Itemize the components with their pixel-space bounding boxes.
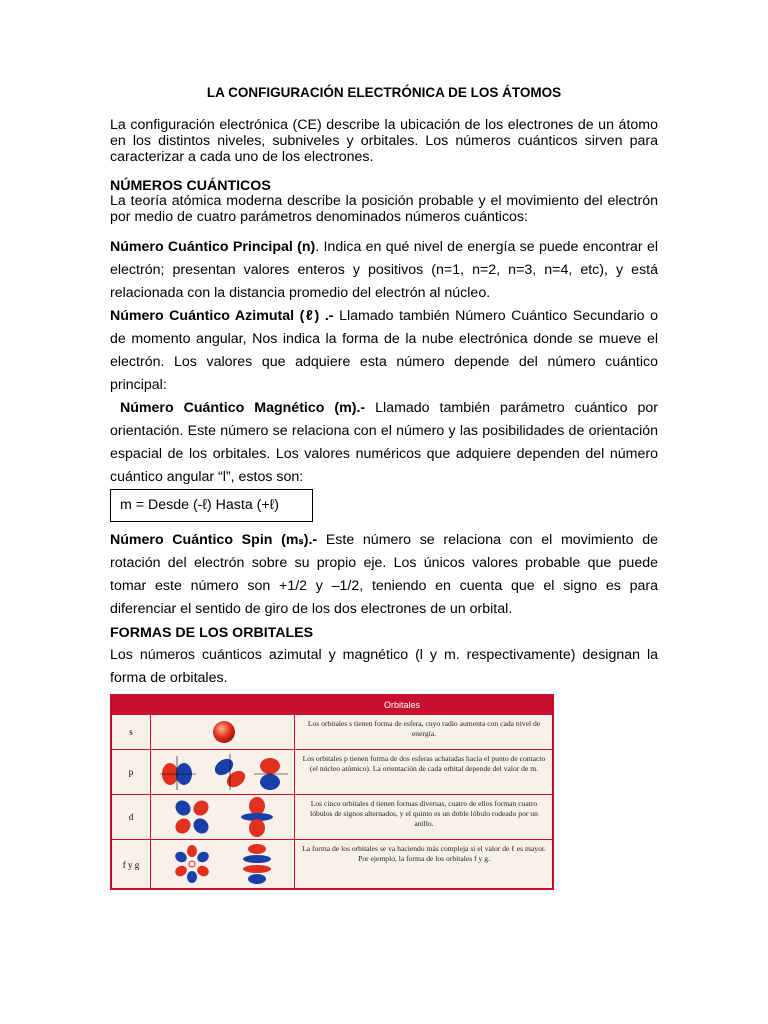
page-title: LA CONFIGURACIÓN ELECTRÓNICA DE LOS ÁTOMOS	[206, 85, 562, 100]
formas-paragraph: Los números cuánticos azimutal y magnético (l y m. respectivamente) designan la forma de orbitales.	[110, 647, 658, 686]
d-orbital-picture	[152, 795, 295, 839]
p-orbital-picture	[152, 750, 295, 794]
table-row	[112, 839, 552, 889]
row-label: d	[112, 795, 151, 839]
f-g-orbital-picture	[152, 840, 295, 889]
magnetico-term: Número Cuántico Magnético (m).-	[120, 400, 366, 416]
row-label: f y g	[112, 840, 151, 889]
azimutal-paragraph	[110, 305, 658, 397]
row-label: p	[112, 750, 151, 794]
row-description: Los cinco orbitales d tienen formas diversas, cuatro de ellos forman cuatro lóbulos de signos alternados, y el quinto es un doble lóbulo rodeado por un anillo.	[310, 799, 538, 828]
formula-box: m = Desde (-ℓ) Hasta (+ℓ)	[110, 489, 313, 522]
azimutal-text: Llamado también Número Cuántico Secundario o de momento angular, Nos indica la forma de la nube electrónica donde se mueve el electrón. Los valores que adquiere esta número depende del número cuántico principal:	[110, 308, 658, 393]
table-row	[112, 749, 552, 794]
formas-heading: FORMAS DE LOS ORBITALES	[110, 625, 314, 641]
spin-paragraph	[110, 529, 658, 621]
principal-term: Número Cuántico Principal (n)	[110, 239, 316, 255]
magnetico-paragraph	[110, 397, 658, 489]
row-description: Los orbitales s tienen forma de esfera, cuyo radio aumenta con cada nivel de energía.	[307, 719, 541, 738]
principal-text: . Indica en qué nivel de energía se puede encontrar el electrón; presentan valores enteros y positivos (n=1, n=2, n=3, n=4, etc), y está relacionada con la distancia promedio del electrón al núcleo.	[110, 239, 658, 301]
s-orbital-picture	[152, 715, 295, 749]
spin-text: Este número se relaciona con el movimiento de rotación del electrón sobre su propio eje. Los únicos valores probable que puede tomar este número son +1/2 y –1/2, teniendo en cuenta que el signo es para diferenciar el sentido de giro de los dos electrones de un orbital.	[110, 532, 658, 617]
quantum-intro: La teoría atómica moderna describe la posición probable y el movimiento del electrón por medio de cuatro parámetros denominados números cuánticos:	[110, 193, 658, 225]
table-row	[112, 714, 552, 749]
quantum-heading: NÚMEROS CUÁNTICOS	[110, 178, 271, 194]
spin-term: Número Cuántico Spin (mₛ).-	[110, 532, 318, 548]
intro-paragraph: La configuración electrónica (CE) describe la ubicación de los electrones de un átomo en los distintos niveles, subniveles y orbitales. Los números cuánticos sirven para caracterizar a cada uno de los electrones.	[110, 117, 658, 165]
magnetico-text: Llamado también parámetro cuántico por orientación. Este número se relaciona con el número y las posibilidades de orientación espacial de los orbitales. Los valores numéricos que adquiere dependen del número cuántico angular “l”, estos son:	[110, 400, 658, 485]
principal-paragraph	[110, 236, 658, 305]
azimutal-term: Número Cuántico Azimutal (ℓ) .-	[110, 308, 334, 324]
row-label: s	[112, 715, 151, 749]
row-description: La forma de los orbitales se va haciendo más compleja si el valor de ℓ es mayor. Por ejemplo, la forma de los orbitales f y g.	[302, 844, 546, 863]
table-row	[112, 794, 552, 839]
orbitals-table-image	[110, 694, 554, 890]
orbitals-table-header: Orbitales	[112, 696, 552, 714]
row-description: Los orbitales p tienen forma de dos esferas achatadas hacia el punto de contacto (el núcleo atómico). La orientación de cada orbital depende del valor de m.	[302, 754, 546, 773]
